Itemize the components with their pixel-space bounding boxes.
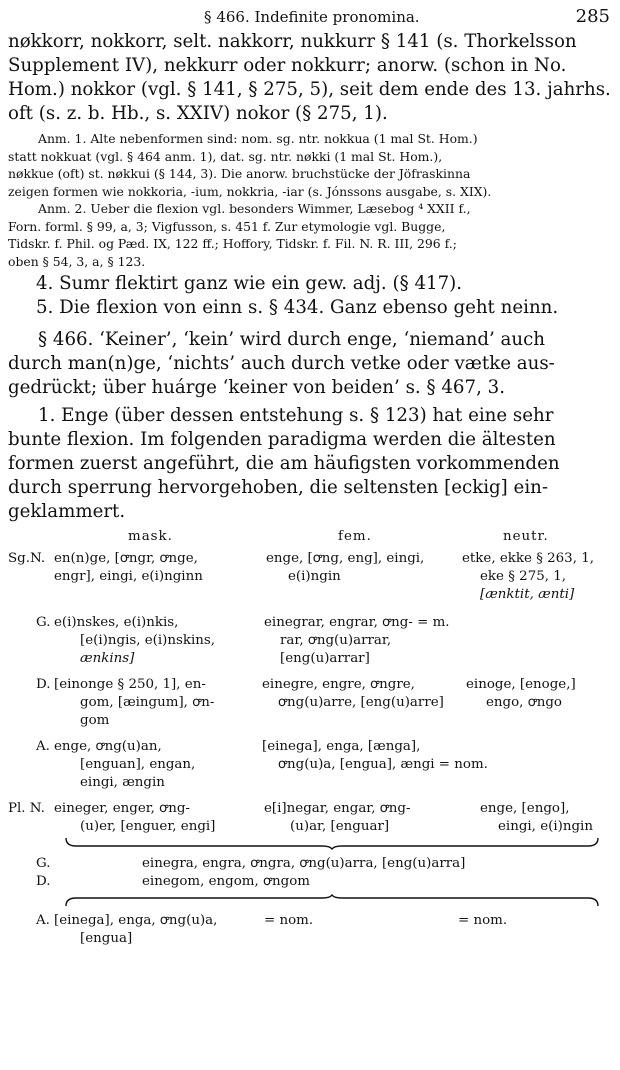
form-cell: etke, ekke § 263, 1, (462, 551, 594, 566)
section-466 (8, 328, 612, 400)
form-cell: eingi, e(i)ngin (498, 819, 593, 834)
col-head-fem: fem. (338, 529, 372, 544)
running-header (8, 6, 612, 30)
brace-bottom (64, 836, 600, 850)
form-cell: rar, ꝍng(u)arrar, (280, 633, 392, 648)
text-line: geklammert. (8, 501, 126, 522)
form-cell: enge, [ꝍng, eng], eingi, (266, 551, 425, 566)
form-cell: eke § 275, 1, (480, 569, 567, 584)
item-5: 5. Die flexion von einn s. § 434. Ganz ebenso geht neinn. (36, 297, 559, 318)
form-cell: eingi, ængin (80, 775, 165, 790)
note-line: Anm. 1. Alte nebenformen sind: nom. sg. ntr. nokkua (1 mal St. Hom.) (38, 131, 478, 146)
numbered-items (8, 272, 612, 320)
text-line: Supplement IV), nekkurr oder nokkurr; anorw. (schon in No. (8, 55, 567, 76)
form-cell: ꝍng(u)a, [engua], ængi = nom. (278, 757, 488, 772)
text-line: durch man(n)ge, ‘nichts’ auch durch vetke oder vætke aus- (8, 353, 555, 374)
form-cell: [einega], enga, [ænga], (262, 739, 421, 754)
page-number: 285 (575, 6, 610, 27)
intro-paragraph (8, 30, 612, 126)
note-line: Anm. 2. Ueber die flexion vgl. besonders Wimmer, Læsebog ⁴ XXII f., (38, 201, 471, 216)
form-cell: (u)ar, [enguar] (290, 819, 390, 834)
form-cell: e[i]negar, engar, ꝍng- (264, 801, 411, 816)
text-line: 1. Enge (über dessen entstehung s. § 123) hat eine sehr (38, 405, 554, 426)
form-cell: [ænktit, ænti] (480, 587, 575, 602)
anmerkung-2 (8, 200, 612, 270)
form-cell: einegre, engre, ꝍngre, (262, 677, 415, 692)
form-cell: einegom, engom, ꝍngom (142, 874, 310, 889)
form-cell: gom, [æingum], ꝍn- (80, 695, 215, 710)
note-line: Forn. forml. § 99, a, 3; Vigfusson, s. 451 f. Zur etymologie vgl. Bugge, (8, 218, 446, 234)
paradigm-table (8, 528, 612, 973)
row-label: Pl. N. (8, 801, 45, 816)
note-line: nøkkue (oft) st. nøkkui (§ 144, 3). Die anorw. bruchstücke der Jöfraskinna (8, 166, 471, 181)
form-cell: [engua] (80, 931, 133, 946)
anmerkung-1 (8, 130, 612, 200)
text-line: Hom.) nokkor (vgl. § 141, § 275, 5), seit dem ende des 13. jahrhs. (8, 79, 611, 100)
form-cell: eineger, enger, ꝍng- (54, 801, 190, 816)
text-line: § 466. ‘Keiner’, ‘kein’ wird durch enge, ‘niemand’ auch (38, 329, 546, 350)
text-line: oft (s. z. b. Hb., s. XXIV) nokor (§ 275, 1). (8, 103, 388, 124)
form-cell: (u)er, [enguer, engi] (80, 819, 216, 834)
form-cell: gom (80, 713, 110, 728)
form-cell: enge, [engo], (480, 801, 570, 816)
row-label: Sg.N. (8, 551, 46, 566)
text-line: bunte flexion. Im folgenden paradigma werden die ältesten (8, 429, 556, 450)
form-cell: ꝍng(u)arre, [eng(u)arre] (278, 695, 444, 710)
note-line: zeigen formen wie nokkoria, -ium, nokkria, -iar (s. Jónssons ausgabe, s. XIX). (8, 183, 492, 199)
form-cell: ænkins] (80, 651, 135, 666)
form-cell: e(i)nskes, e(i)nkis, (54, 615, 179, 630)
col-head-neutr: neutr. (503, 529, 549, 544)
item-4: 4. Sumr flektirt ganz wie ein gew. adj. (§ 417). (36, 273, 463, 294)
form-cell: [einega], enga, ꝍng(u)a, (54, 913, 218, 928)
form-cell: en(n)ge, [ꝍngr, ꝍnge, (54, 551, 198, 566)
form-cell: enge, ꝍng(u)an, (54, 739, 162, 754)
row-label: D. (36, 677, 51, 692)
form-cell: = nom. (458, 913, 508, 928)
row-label: A. (36, 739, 50, 754)
col-head-mask: mask. (128, 529, 173, 544)
form-cell: [eng(u)arrar] (280, 651, 370, 666)
form-cell: einoge, [enoge,] (466, 677, 576, 692)
form-cell: einegra, engra, ꝍngra, ꝍng(u)arra, [eng(u)arra] (142, 856, 466, 871)
note-line: Tidskr. f. Phil. og Pæd. IX, 122 ff.; Hoffory, Tidskr. f. Fil. N. R. III, 296 f.; (8, 236, 457, 251)
paragraph-1 (8, 404, 612, 524)
row-label: G. (36, 856, 51, 871)
page (8, 6, 612, 973)
form-cell: engr], eingi, e(i)nginn (54, 569, 203, 584)
brace-top (64, 894, 600, 908)
form-cell: [enguan], engan, (80, 757, 196, 772)
row-label: A. (36, 913, 50, 928)
text-line: gedrückt; über huárge ‘keiner von beiden’ s. § 467, 3. (8, 377, 505, 398)
form-cell: [einonge § 250, 1], en- (54, 677, 206, 692)
note-line: statt nokkuat (vgl. § 464 anm. 1), dat. sg. ntr. nøkki (1 mal St. Hom.), (8, 148, 443, 164)
text-line: formen zuerst angeführt, die am häufigsten vorkommenden (8, 453, 560, 474)
form-cell: e(i)ngin (288, 569, 341, 584)
form-cell: [e(i)ngis, e(i)nskins, (80, 633, 216, 648)
note-line: oben § 54, 3, a, § 123. (8, 253, 146, 269)
form-cell: einegrar, engrar, ꝍng- = m. (264, 615, 450, 630)
text-line: nøkkorr, nokkorr, selt. nakkorr, nukkurr § 141 (s. Thorkelsson (8, 31, 577, 52)
form-cell: = nom. (264, 913, 314, 928)
running-title: § 466. Indefinite pronomina. (204, 8, 420, 26)
row-label: G. (36, 615, 51, 630)
form-cell: engo, ꝍngo (486, 695, 562, 710)
row-label: D. (36, 874, 51, 889)
text-line: durch sperrung hervorgehoben, die seltensten [eckig] ein- (8, 477, 548, 498)
